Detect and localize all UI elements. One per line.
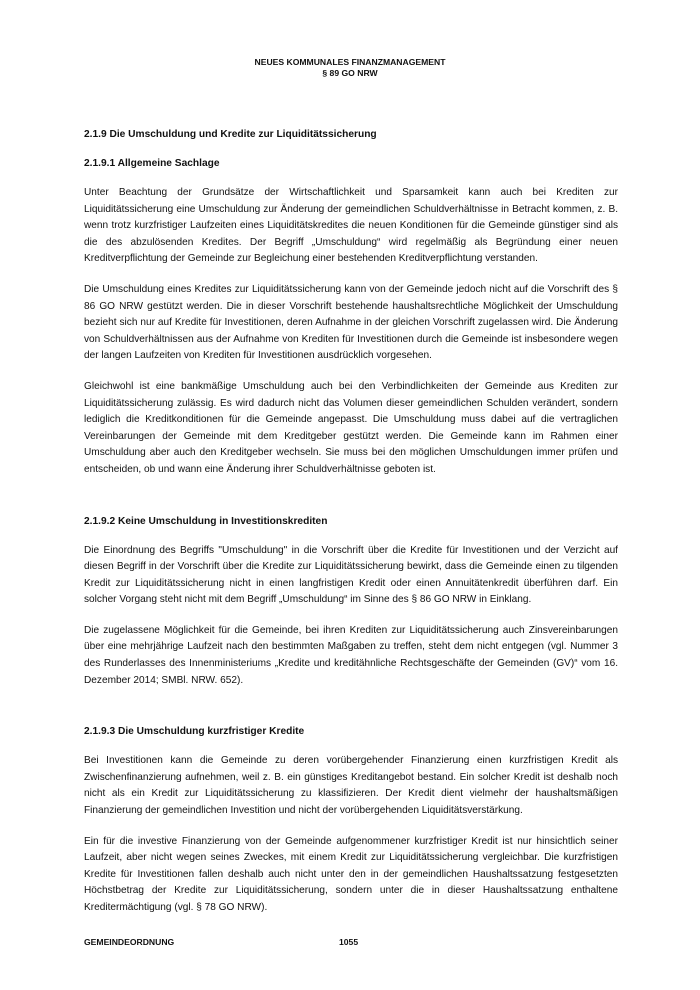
paragraph: Ein für die investive Finanzierung von der Gemeinde aufgenommener kurzfristiger Kredit ist nur hinsichtlich seiner Laufzeit, aber nicht wegen seines Zweckes, mit einem Kredit zur Liquiditätssicherung vergleichbar. Die kurzfristigen Kredite für Investitionen fallen deshalb auch nicht unter den in der gemeindlichen Haushaltssatzung festgesetzten Höchstbetrag der Kredite zur Liquiditätssicherung, sondern unter die in dieser Haushaltssatzung enthaltene Kreditermächtigung (vgl. § 78 GO NRW). — [84, 835, 618, 913]
paragraph: Gleichwohl ist eine bankmäßige Umschuldung auch bei den Verbindlichkeiten der Gemeinde aus Krediten zur Liquiditätssicherung zulässig. Es wird dadurch nicht das Volumen dieser gemeindlichen Schulden verändert, sondern lediglich die Kreditkonditionen für die Gemeinde angepasst. Die Umschuldung muss dabei auf die vertraglichen Vereinbarungen der Gemeinde mit dem Kreditgeber gestützt werden. Die Gemeinde kann im Rahmen einer Umschuldung aber auch den Kreditgeber wechseln. Sie muss bei den möglichen Umschuldungen immer prüfen und entscheiden, ob und wann eine Änderung ihrer Schuldverhältnisse geboten ist. — [84, 380, 618, 475]
page-footer — [84, 937, 618, 948]
page-header — [0, 57, 700, 79]
document-body — [84, 128, 618, 917]
header-subtitle: § 89 GO NRW — [322, 68, 378, 78]
footer-book-title: GEMEINDEORDNUNG — [84, 937, 175, 947]
paragraph: Bei Investitionen kann die Gemeinde zu deren vorübergehender Finanzierung einen kurzfristigen Kredit als Zwischenfinanzierung aufnehmen, weil z. B. ein günstiges Kreditangebot bestand. Ein solcher Kredit ist deshalb noch nicht als ein Kredit zur Liquiditätssicherung zu klassifizieren. Der Kredit dient vielmehr der haushaltsmäßigen Finanzierung der gemeindlichen Investition und nicht der vorübergehenden Liquiditätsverstärkung. — [84, 755, 618, 817]
section-heading-2-1-9-1: 2.1.9.1 Allgemeine Sachlage — [84, 158, 220, 169]
section-heading-2-1-9-3: 2.1.9.3 Die Umschuldung kurzfristiger Kredite — [84, 726, 305, 738]
paragraph: Unter Beachtung der Grundsätze der Wirtschaftlichkeit und Sparsamkeit kann auch bei Krediten zur Liquiditätssicherung eine Umschuldung zur Änderung der gemeindlichen Schuldverhältnisse in Betracht kommen, z. B. wenn trotz kurzfristiger Laufzeiten eines Liquiditätskredites die neuen Konditionen für die Gemeinde günstiger sind als die des abzulösenden Kredites. Der Begriff „Umschuldung“ wird regelmäßig als Begründung einer neuen Kreditverpflichtung der Gemeinde zur Begleichung einer bestehenden Kreditverpflichtung verstanden. — [84, 187, 618, 265]
section-heading-main: 2.1.9 Die Umschuldung und Kredite zur Liquiditätssicherung — [84, 129, 377, 140]
header-title: NEUES KOMMUNALES FINANZMANAGEMENT — [254, 57, 446, 67]
paragraph: Die Umschuldung eines Kredites zur Liquiditätssicherung kann von der Gemeinde jedoch nicht auf die Vorschrift des § 86 GO NRW gestützt werden. Die in dieser Vorschrift bestehende haushaltsrechtliche Möglichkeit der Umschuldung bezieht sich nur auf Kredite für Investitionen, deren Aufnahme in der gleichen Vorschrift zugelassen wird. Die Änderung von Schuldverhältnissen aus der Aufnahme von Krediten für Investitionen durch die Gemeinde ist insbesondere wegen der langen Laufzeiten von Krediten für Investitionen ausdrücklich vorgesehen. — [84, 283, 618, 362]
paragraph: Die zugelassene Möglichkeit für die Gemeinde, bei ihren Krediten zur Liquiditätssicherung auch Zinsvereinbarungen über eine mehrjährige Laufzeit nach den bestimmten Maßgaben zu treffen, steht dem nicht entgegen (vgl. Nummer 3 des Runderlasses des Innenministeriums „Kredite und kreditähnliche Rechtsgeschäfte der Gemeinden (GV)“ vom 16. Dezember 2014; SMBl. NRW. 652). — [84, 624, 618, 686]
section-heading-2-1-9-2: 2.1.9.2 Keine Umschuldung in Investitionskrediten — [84, 515, 328, 527]
page-number: 1055 — [339, 937, 359, 947]
paragraph: Die Einordnung des Begriffs "Umschuldung" in die Vorschrift über die Kredite für Investitionen und der Verzicht auf diesen Begriff in der Vorschrift über die Kredite zur Liquiditätssicherung bewirkt, dass die Gemeinde einen zu tilgenden Kredit zur Liquiditätssicherung nicht in einen langfristigen Kredit oder einen Annuitätenkredit überführen darf. Ein solcher Vorgang steht nicht mit dem Begriff „Umschuldung“ im Sinne des § 86 GO NRW in Einklang. — [84, 544, 618, 606]
